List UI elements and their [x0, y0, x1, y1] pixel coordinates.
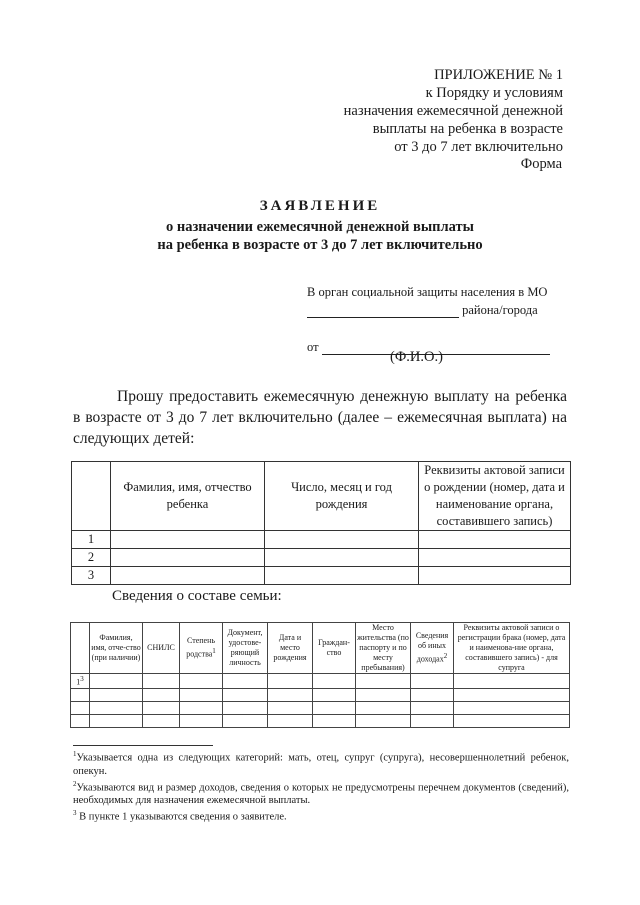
table-cell[interactable] [143, 674, 180, 689]
footnote-2: $^2$Указываются вид и размер доходов, сведения о которых не предусмотрены перечнем документов (сведений), необходимых для назначения ежемесячной выплаты. [73, 779, 569, 806]
table-cell[interactable] [411, 701, 454, 714]
table-cell[interactable] [71, 688, 90, 701]
from-label: от [307, 340, 319, 354]
table-cell[interactable] [454, 688, 570, 701]
district-line [307, 303, 538, 318]
column-header: Фамилия, имя, отче-ство (при наличии) [90, 623, 143, 674]
appendix-line: назначения ежемесячной денежной [343, 103, 563, 119]
footnote-1: $^1$Указывается одна из следующих категорий: мать, отец, супруг (супруга), несовершеннолетний ребенок, опекун. [73, 750, 569, 777]
table-cell[interactable] [454, 674, 570, 689]
addressee-organ: В орган социальной защиты населения в МО [307, 285, 548, 299]
table-row [71, 674, 570, 689]
table-cell[interactable] [71, 701, 90, 714]
table-cell[interactable] [419, 567, 571, 585]
column-header [180, 623, 223, 674]
table-header-row [72, 462, 571, 531]
table-cell[interactable] [268, 688, 313, 701]
form-label: Форма [520, 156, 562, 172]
column-header: Документ, удостове-ряющий личность [223, 623, 268, 674]
district-field[interactable] [307, 317, 459, 318]
subtitle-line: о назначении ежемесячной денежной выплаты [166, 219, 474, 235]
table-cell[interactable] [223, 688, 268, 701]
column-header: Реквизиты актовой записи о регистрации брака (номер, дата и наименова-ние органа, составившего запись) - для супруга [454, 623, 570, 674]
table-cell[interactable] [411, 674, 454, 689]
table-cell[interactable] [268, 714, 313, 727]
table-cell[interactable] [223, 701, 268, 714]
column-header: Фамилия, имя, отчество ребенка [111, 462, 265, 531]
subtitle-line: на ребенка в возрасте от 3 до 7 лет включительно [157, 237, 483, 253]
table-cell[interactable] [180, 688, 223, 701]
table-cell[interactable] [265, 549, 419, 567]
children-table [71, 461, 571, 585]
family-section-title: Сведения о составе семьи: [112, 588, 282, 604]
appendix-line: к Порядку и условиям [425, 85, 563, 101]
footnotes [73, 748, 569, 824]
footnote-3: $^3$ В пункте 1 указываются сведения о заявителе. [73, 809, 287, 823]
column-header: Место жительства (по паспорту и по месту пребывания) [357, 623, 409, 672]
footnote-separator [73, 745, 213, 746]
family-table [70, 622, 570, 728]
table-cell[interactable] [90, 714, 143, 727]
table-cell[interactable] [265, 567, 419, 585]
footnote-ref: 1 [212, 647, 216, 656]
table-cell[interactable] [454, 714, 570, 727]
document-title: ЗАЯВЛЕНИЕ [259, 198, 381, 214]
table-cell[interactable] [313, 688, 356, 701]
table-cell[interactable] [411, 714, 454, 727]
table-cell[interactable] [180, 674, 223, 689]
table-cell[interactable] [419, 549, 571, 567]
table-cell[interactable] [265, 531, 419, 549]
table-cell[interactable] [71, 714, 90, 727]
table-cell[interactable] [356, 701, 411, 714]
footnote-ref: 2 [443, 652, 448, 661]
request-text: Прошу предоставить ежемесячную денежную выплату на ребенка в возрасте от 3 до 7 лет включительно (далее – ежемесячная выплата) на следующих детей: [73, 388, 567, 447]
appendix-line: от 3 до 7 лет включительно [394, 139, 563, 155]
table-cell[interactable] [90, 701, 143, 714]
table-cell[interactable] [90, 688, 143, 701]
appendix-line: выплаты на ребенка в возрасте [372, 121, 563, 137]
table-cell[interactable] [111, 549, 265, 567]
row-number: 1 [72, 531, 111, 549]
table-cell[interactable] [111, 531, 265, 549]
table-cell[interactable] [111, 567, 265, 585]
table-row [71, 688, 570, 701]
table-cell[interactable] [143, 688, 180, 701]
table-cell[interactable] [143, 714, 180, 727]
table-cell[interactable] [454, 701, 570, 714]
appendix-title: ПРИЛОЖЕНИЕ № 1 [434, 67, 563, 83]
table-cell[interactable] [268, 701, 313, 714]
column-header [71, 623, 90, 674]
district-suffix: района/города [462, 303, 538, 317]
table-cell[interactable] [180, 714, 223, 727]
table-row [72, 549, 571, 567]
table-row [72, 531, 571, 549]
table-cell[interactable] [313, 674, 356, 689]
column-header: Число, месяц и год рождения [265, 462, 419, 531]
table-row [71, 701, 570, 714]
income-label: Сведения об иных доходах [415, 631, 449, 664]
table-cell[interactable] [268, 674, 313, 689]
table-cell[interactable] [143, 701, 180, 714]
row-number: $1^3$ [71, 674, 90, 689]
column-header: Реквизиты актовой записи о рождении (номер, дата и наименование органа, составившего запись) [419, 462, 571, 531]
fio-caption: (Ф.И.О.) [390, 349, 443, 365]
column-header: СНИЛС [143, 623, 180, 674]
row-number: 2 [72, 549, 111, 567]
table-row [71, 714, 570, 727]
kinship-label: Степень родства [186, 636, 216, 659]
table-cell[interactable] [356, 714, 411, 727]
column-header [411, 623, 454, 674]
table-cell[interactable] [223, 714, 268, 727]
table-cell[interactable] [411, 688, 454, 701]
table-cell[interactable] [419, 531, 571, 549]
table-cell[interactable] [313, 714, 356, 727]
table-cell[interactable] [313, 701, 356, 714]
table-cell[interactable] [223, 674, 268, 689]
table-cell[interactable] [180, 701, 223, 714]
table-row [72, 567, 571, 585]
column-header: Граждан-ство [313, 623, 356, 674]
column-header [72, 462, 111, 531]
column-header: Дата и место рождения [268, 623, 313, 674]
table-cell[interactable] [356, 674, 411, 689]
appendix-header [263, 66, 563, 156]
table-header-row [71, 623, 570, 674]
document-subtitle [0, 218, 640, 254]
table-cell[interactable] [90, 674, 143, 689]
row-number: 3 [72, 567, 111, 585]
table-cell[interactable] [356, 688, 411, 701]
